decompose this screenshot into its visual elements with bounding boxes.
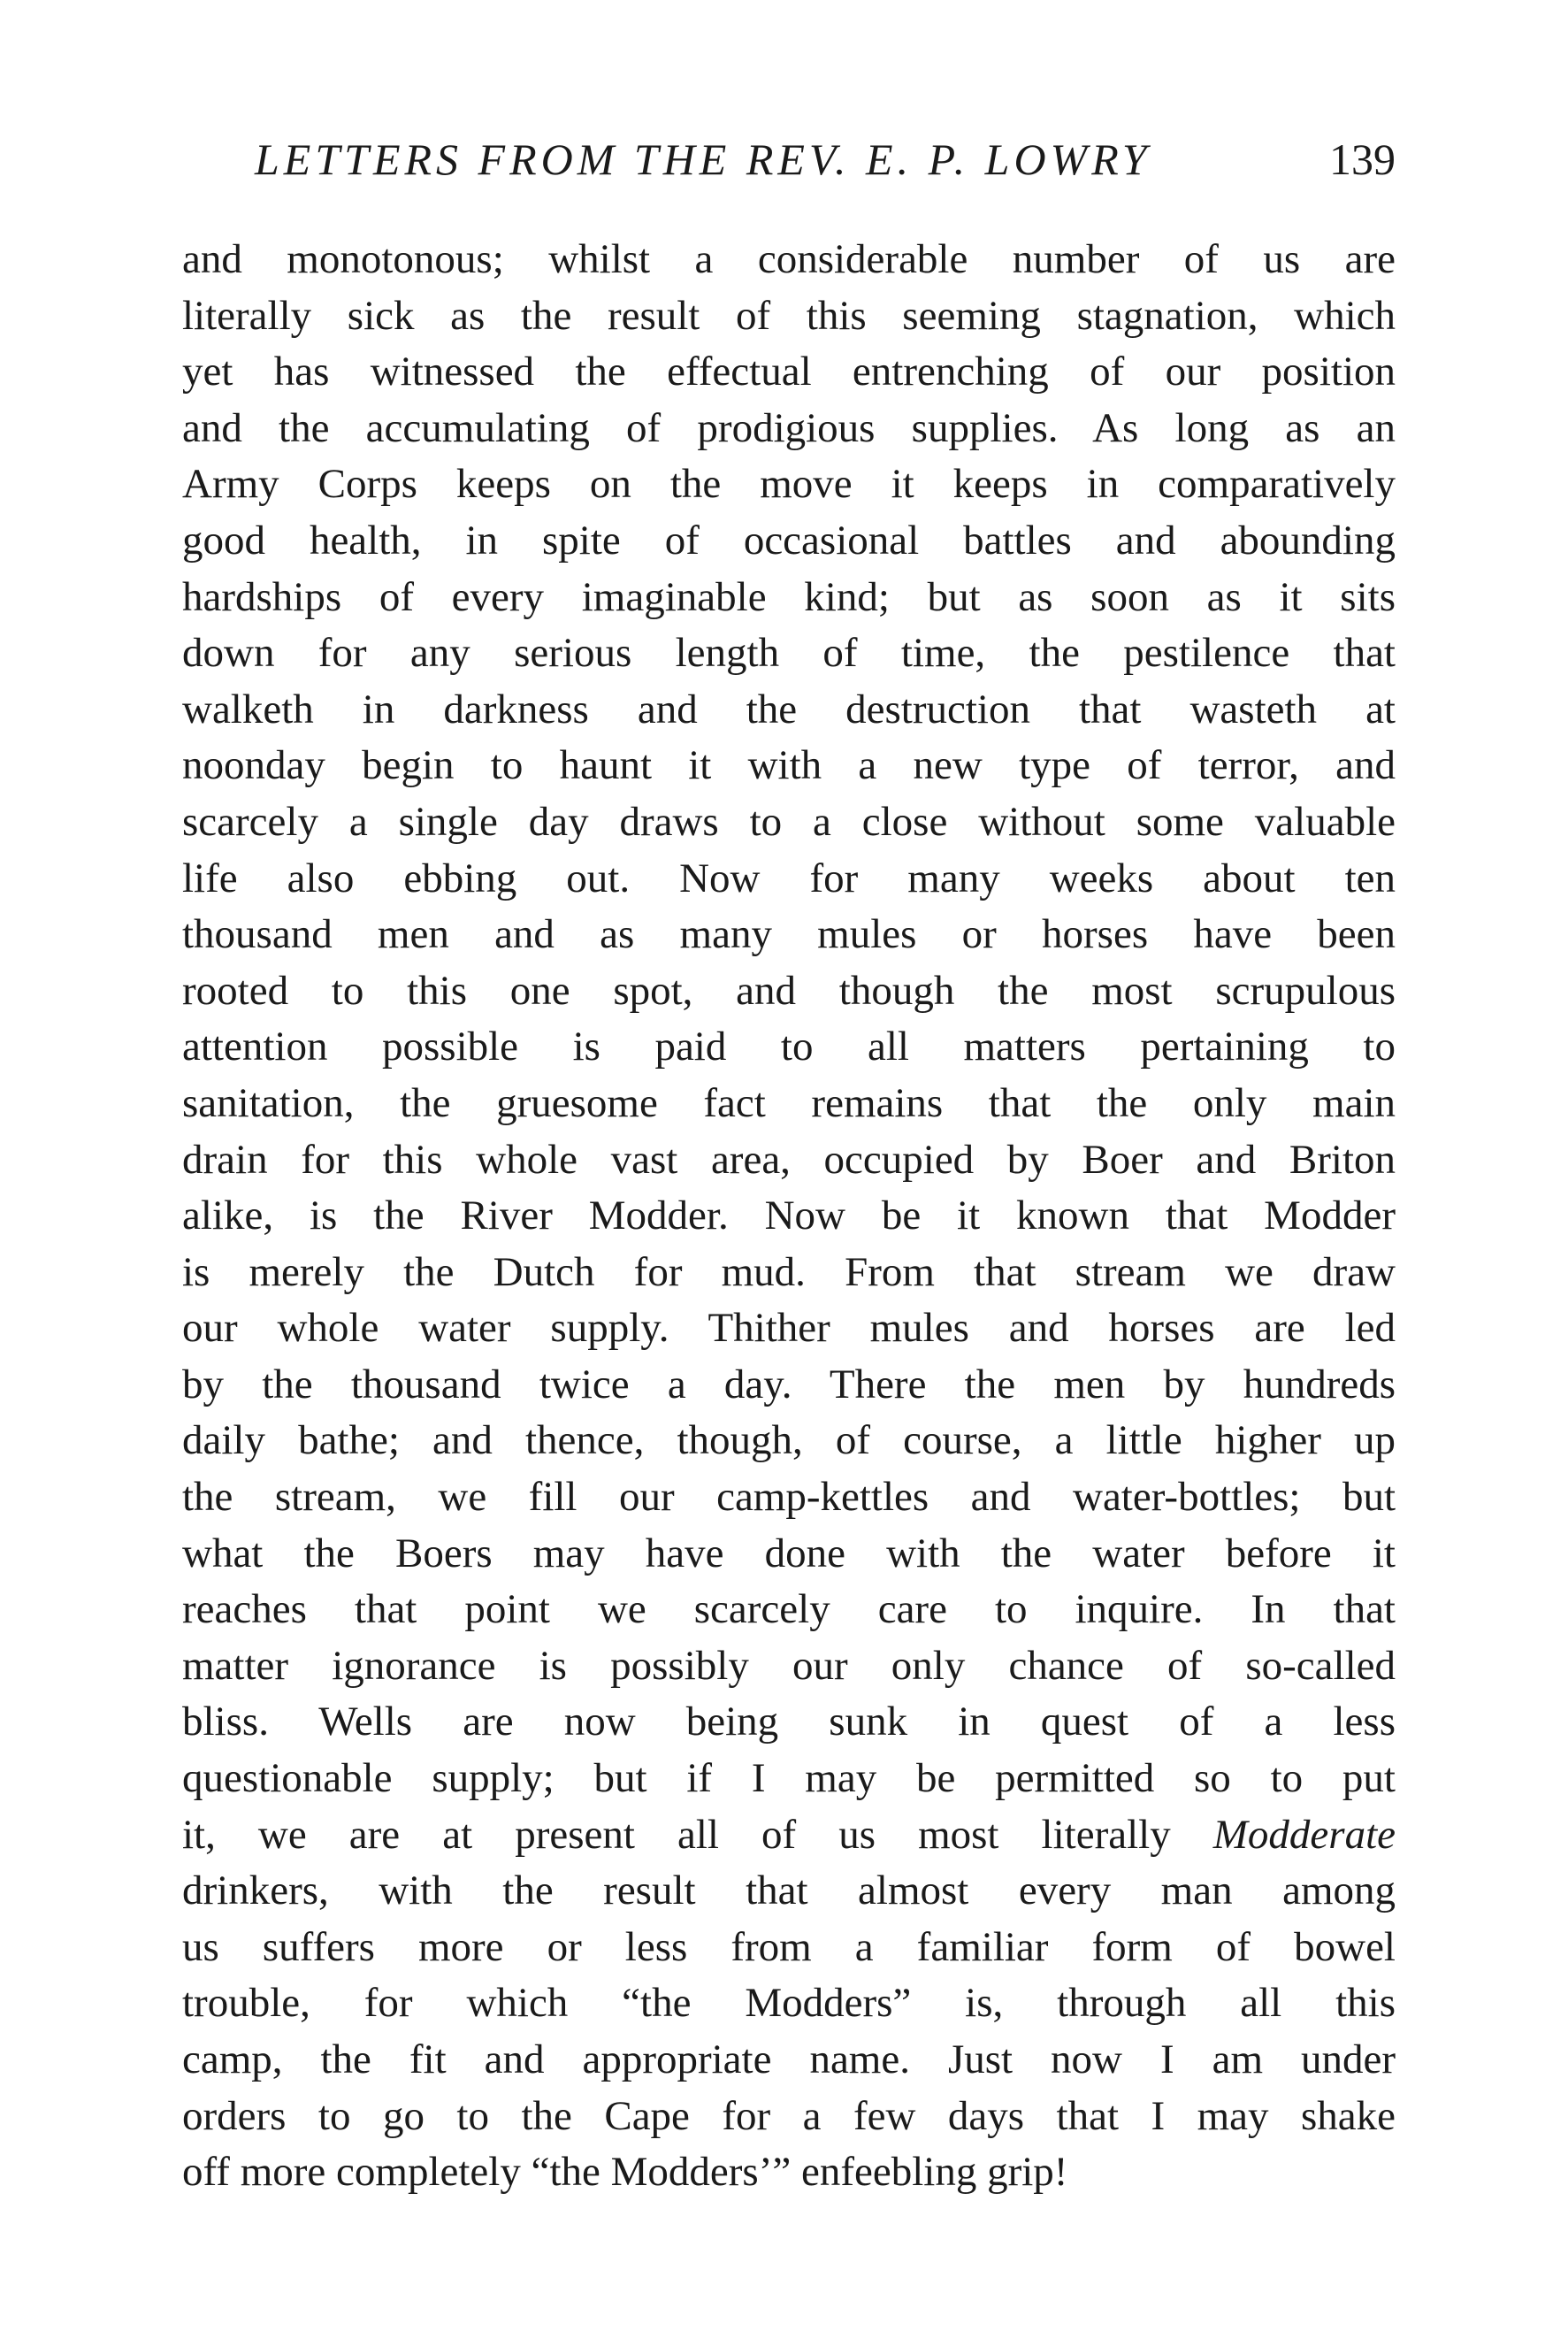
text-line: good health, in spite of occasional battles and abounding	[182, 517, 1396, 564]
text-line: rooted to this one spot, and though the most scrupulous	[182, 967, 1396, 1014]
text-line-last: off more completely “the Modders’” enfeebling grip!	[182, 2149, 1068, 2196]
text-line: literally sick as the result of this seeming stagnation, which	[182, 292, 1396, 339]
text-line: the stream, we fill our camp-kettles and water-bottles; but	[182, 1474, 1396, 1521]
text-line: thousand men and as many mules or horses have been	[182, 911, 1396, 958]
body-text	[182, 232, 1396, 2201]
text-line: and the accumulating of prodigious supplies. As long as an	[182, 404, 1396, 451]
text-line: what the Boers may have done with the water before it	[182, 1530, 1396, 1576]
text-line: noonday begin to haunt it with a new type of terror, and	[182, 742, 1396, 789]
text-line: life also ebbing out. Now for many weeks about ten	[182, 855, 1396, 901]
italic-word: Modderate	[1212, 1811, 1396, 1858]
running-title: LETTERS FROM THE REV. E. P. LOWRY	[255, 134, 1151, 184]
page-number: 139	[1329, 134, 1396, 184]
text-line: bliss. Wells are now being sunk in quest of a less	[182, 1699, 1396, 1745]
text-line: trouble, for which “the Modders” is, through all this	[182, 1980, 1396, 2027]
running-head	[255, 128, 1396, 190]
text-line: and monotonous; whilst a considerable number of us are	[182, 236, 1396, 282]
text-line: us suffers more or less from a familiar form of bowel	[182, 1923, 1396, 1970]
text-line: camp, the fit and appropriate name. Just now I am under	[182, 2036, 1396, 2082]
text-line: down for any serious length of time, the pestilence that	[182, 630, 1396, 677]
text-line: hardships of every imaginable kind; but as soon as it sits	[182, 573, 1396, 620]
text-line: reaches that point we scarcely care to inquire. In that	[182, 1586, 1396, 1633]
text-line: matter ignorance is possibly our only chance of so-called	[182, 1642, 1396, 1689]
text-line: by the thousand twice a day. There the men by hundreds	[182, 1361, 1396, 1407]
text-line: scarcely a single day draws to a close without some valuable	[182, 798, 1396, 845]
text-line: Army Corps keeps on the move it keeps in comparatively	[182, 461, 1396, 508]
text-line: is merely the Dutch for mud. From that stream we draw	[182, 1248, 1396, 1295]
text-line: drain for this whole vast area, occupied by Boer and Briton	[182, 1136, 1396, 1183]
text-line: yet has witnessed the effectual entrenching of our position	[182, 349, 1396, 395]
text-line: daily bathe; and thence, though, of course, a little higher up	[182, 1417, 1396, 1464]
text-line: alike, is the River Modder. Now be it known that Modder	[182, 1193, 1396, 1239]
text-line: questionable supply; but if I may be permitted so to put	[182, 1755, 1396, 1802]
text-line-with-italic	[182, 1807, 1396, 1864]
line-text: it, we are at present all of us most literally	[182, 1811, 1171, 1858]
text-line: drinkers, with the result that almost every man among	[182, 1867, 1396, 1914]
text-line: sanitation, the gruesome fact remains that the only main	[182, 1079, 1396, 1126]
text-line: walketh in darkness and the destruction that wasteth at	[182, 686, 1396, 732]
text-line: attention possible is paid to all matters pertaining to	[182, 1024, 1396, 1070]
text-line: orders to go to the Cape for a few days that I may shake	[182, 2092, 1396, 2139]
text-line: our whole water supply. Thither mules and horses are led	[182, 1305, 1396, 1352]
